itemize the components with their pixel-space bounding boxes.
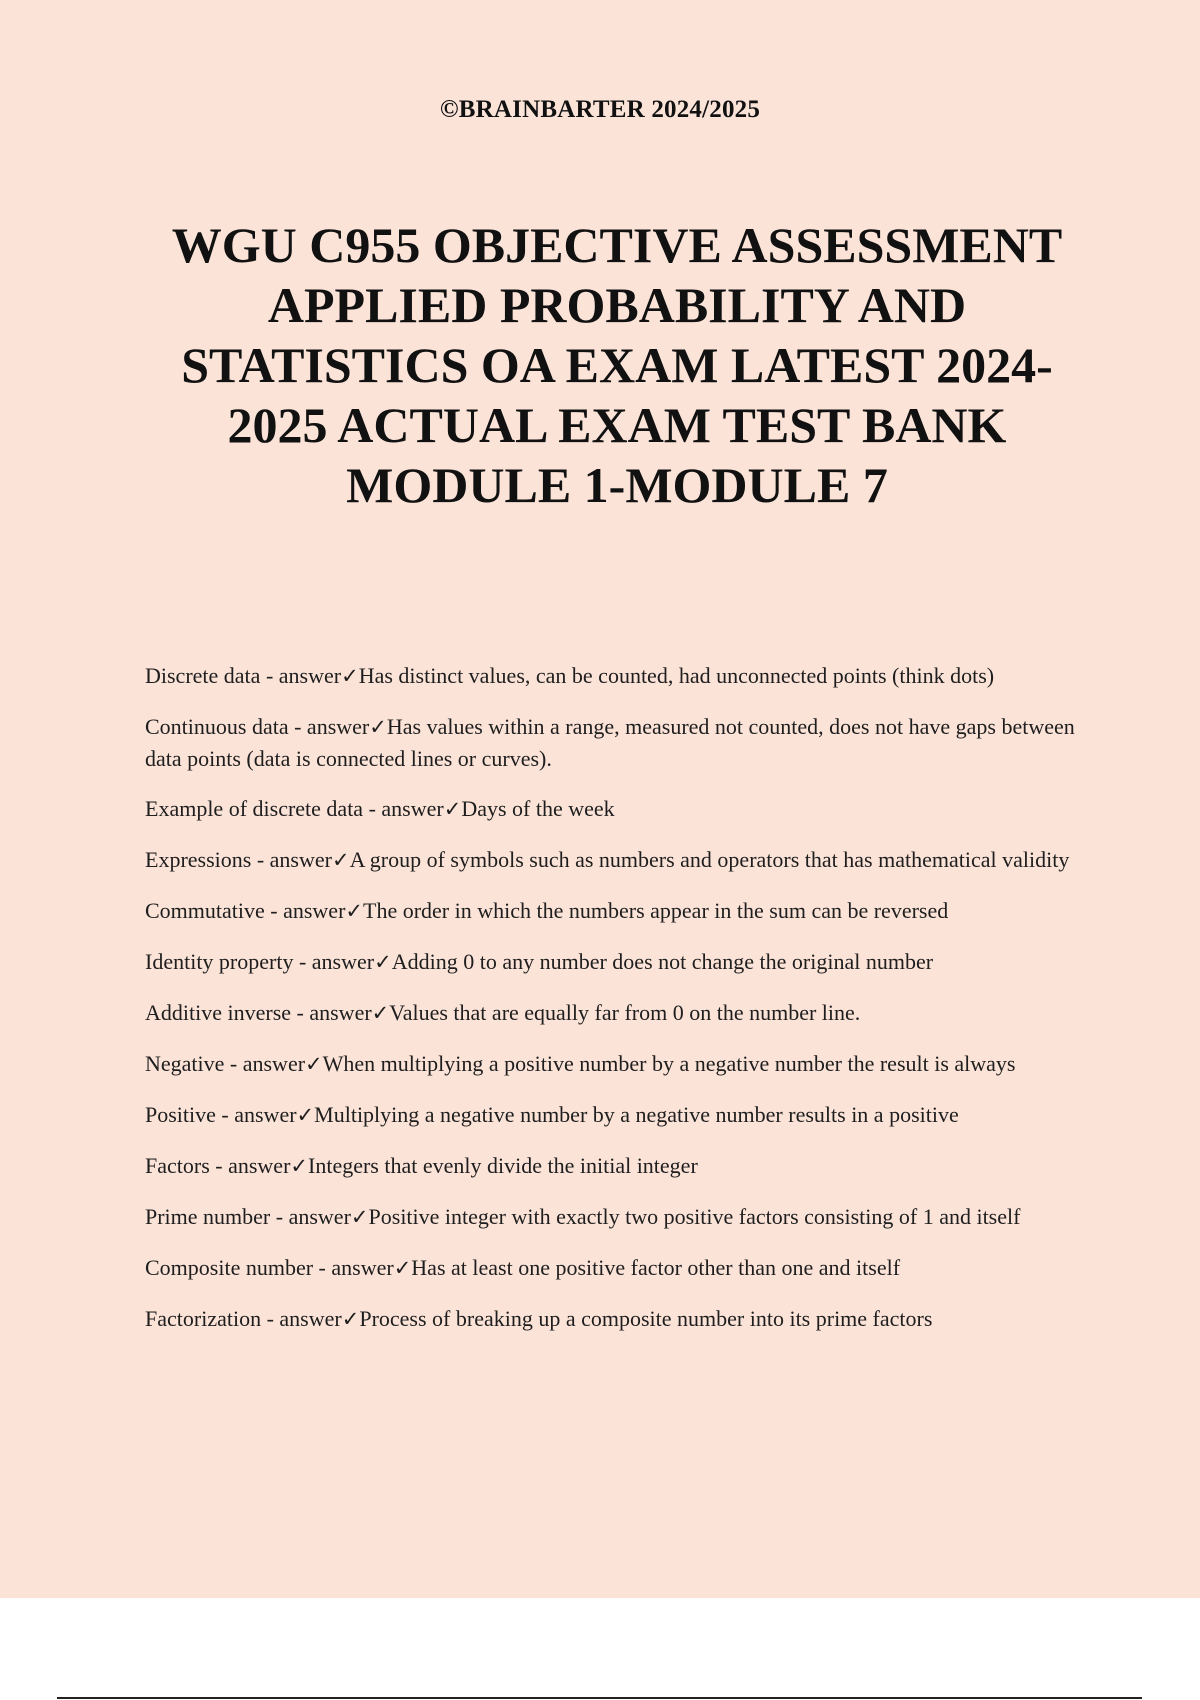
qa-answer: Positive integer with exactly two positive factors consisting of 1 and itself xyxy=(368,1204,1021,1229)
qa-term: Expressions xyxy=(145,847,252,872)
qa-answer: When multiplying a positive number by a negative number the result is always xyxy=(322,1051,1016,1076)
qa-term: Continuous data xyxy=(145,714,289,739)
check-icon: ✓ xyxy=(341,664,359,688)
qa-term: Discrete data xyxy=(145,663,261,688)
qa-separator: - answer xyxy=(251,847,332,872)
qa-item xyxy=(145,844,1090,876)
qa-item xyxy=(145,711,1090,774)
qa-answer: Days of the week xyxy=(461,796,615,821)
qa-term: Prime number xyxy=(145,1204,271,1229)
qa-answer: Adding 0 to any number does not change the original number xyxy=(391,949,934,974)
qa-term: Factors xyxy=(145,1153,210,1178)
qa-separator: - answer xyxy=(224,1051,306,1076)
qa-separator: - answer xyxy=(260,663,342,688)
qa-item xyxy=(145,1150,1090,1182)
qa-answer: Has at least one positive factor other than one and itself xyxy=(411,1255,901,1280)
qa-item xyxy=(145,1201,1090,1233)
qa-item xyxy=(145,895,1090,927)
check-icon: ✓ xyxy=(371,1001,390,1025)
qa-term: Factorization xyxy=(145,1306,262,1331)
qa-separator: - answer xyxy=(288,714,370,739)
qa-answer: Has values within a range, measured not counted, does not have gaps between data points (data is connected lines or curves). xyxy=(145,714,1075,771)
qa-term: Negative xyxy=(145,1051,225,1076)
qa-term: Example of discrete data xyxy=(145,796,364,821)
qa-answer: Process of breaking up a composite number into its prime factors xyxy=(359,1306,933,1331)
qa-term: Identity property xyxy=(145,949,294,974)
footer-divider xyxy=(57,1697,1142,1699)
qa-separator: - answer xyxy=(313,1255,394,1280)
qa-term: Commutative xyxy=(145,898,265,923)
check-icon: ✓ xyxy=(341,1307,360,1331)
qa-answer: The order in which the numbers appear in the sum can be reversed xyxy=(363,898,949,923)
qa-list xyxy=(145,660,1090,1354)
qa-item xyxy=(145,1099,1090,1131)
qa-separator: - answer xyxy=(291,1000,372,1025)
check-icon: ✓ xyxy=(350,1205,369,1229)
document-title: WGU C955 OBJECTIVE ASSESSMENT APPLIED PROBABILITY AND STATISTICS OA EXAM LATEST 2024-2025 ACTUAL EXAM TEST BANK MODULE 1-MODULE 7 xyxy=(171,217,1063,513)
check-icon: ✓ xyxy=(305,1052,323,1076)
qa-item xyxy=(145,997,1090,1029)
check-icon: ✓ xyxy=(369,715,387,739)
qa-item xyxy=(145,1303,1090,1335)
qa-term: Additive inverse xyxy=(145,1000,292,1025)
qa-separator: - answer xyxy=(261,1306,342,1331)
qa-answer: Multiplying a negative number by a negative number results in a positive xyxy=(314,1102,959,1127)
qa-separator: - answer xyxy=(363,796,444,821)
check-icon: ✓ xyxy=(374,950,392,974)
qa-answer: A group of symbols such as numbers and operators that has mathematical validity xyxy=(349,847,1070,872)
check-icon: ✓ xyxy=(296,1103,315,1127)
qa-answer: Values that are equally far from 0 on the number line. xyxy=(389,1000,861,1025)
copyright-header: ©BRAINBARTER 2024/2025 xyxy=(439,96,761,123)
qa-separator: - answer xyxy=(264,898,346,923)
check-icon: ✓ xyxy=(290,1154,309,1178)
qa-item xyxy=(145,1252,1090,1284)
qa-separator: - answer xyxy=(209,1153,291,1178)
qa-item xyxy=(145,793,1090,825)
qa-separator: - answer xyxy=(293,949,375,974)
qa-answer: Integers that evenly divide the initial integer xyxy=(308,1153,698,1178)
check-icon: ✓ xyxy=(345,899,364,923)
qa-answer: Has distinct values, can be counted, had unconnected points (think dots) xyxy=(358,663,995,688)
qa-term: Composite number xyxy=(145,1255,314,1280)
qa-term: Positive xyxy=(145,1102,216,1127)
qa-separator: - answer xyxy=(270,1204,351,1229)
qa-separator: - answer xyxy=(215,1102,297,1127)
qa-item xyxy=(145,946,1090,978)
qa-item xyxy=(145,660,1090,692)
check-icon: ✓ xyxy=(393,1256,412,1280)
check-icon: ✓ xyxy=(443,797,462,821)
check-icon: ✓ xyxy=(331,848,350,872)
qa-item xyxy=(145,1048,1090,1080)
